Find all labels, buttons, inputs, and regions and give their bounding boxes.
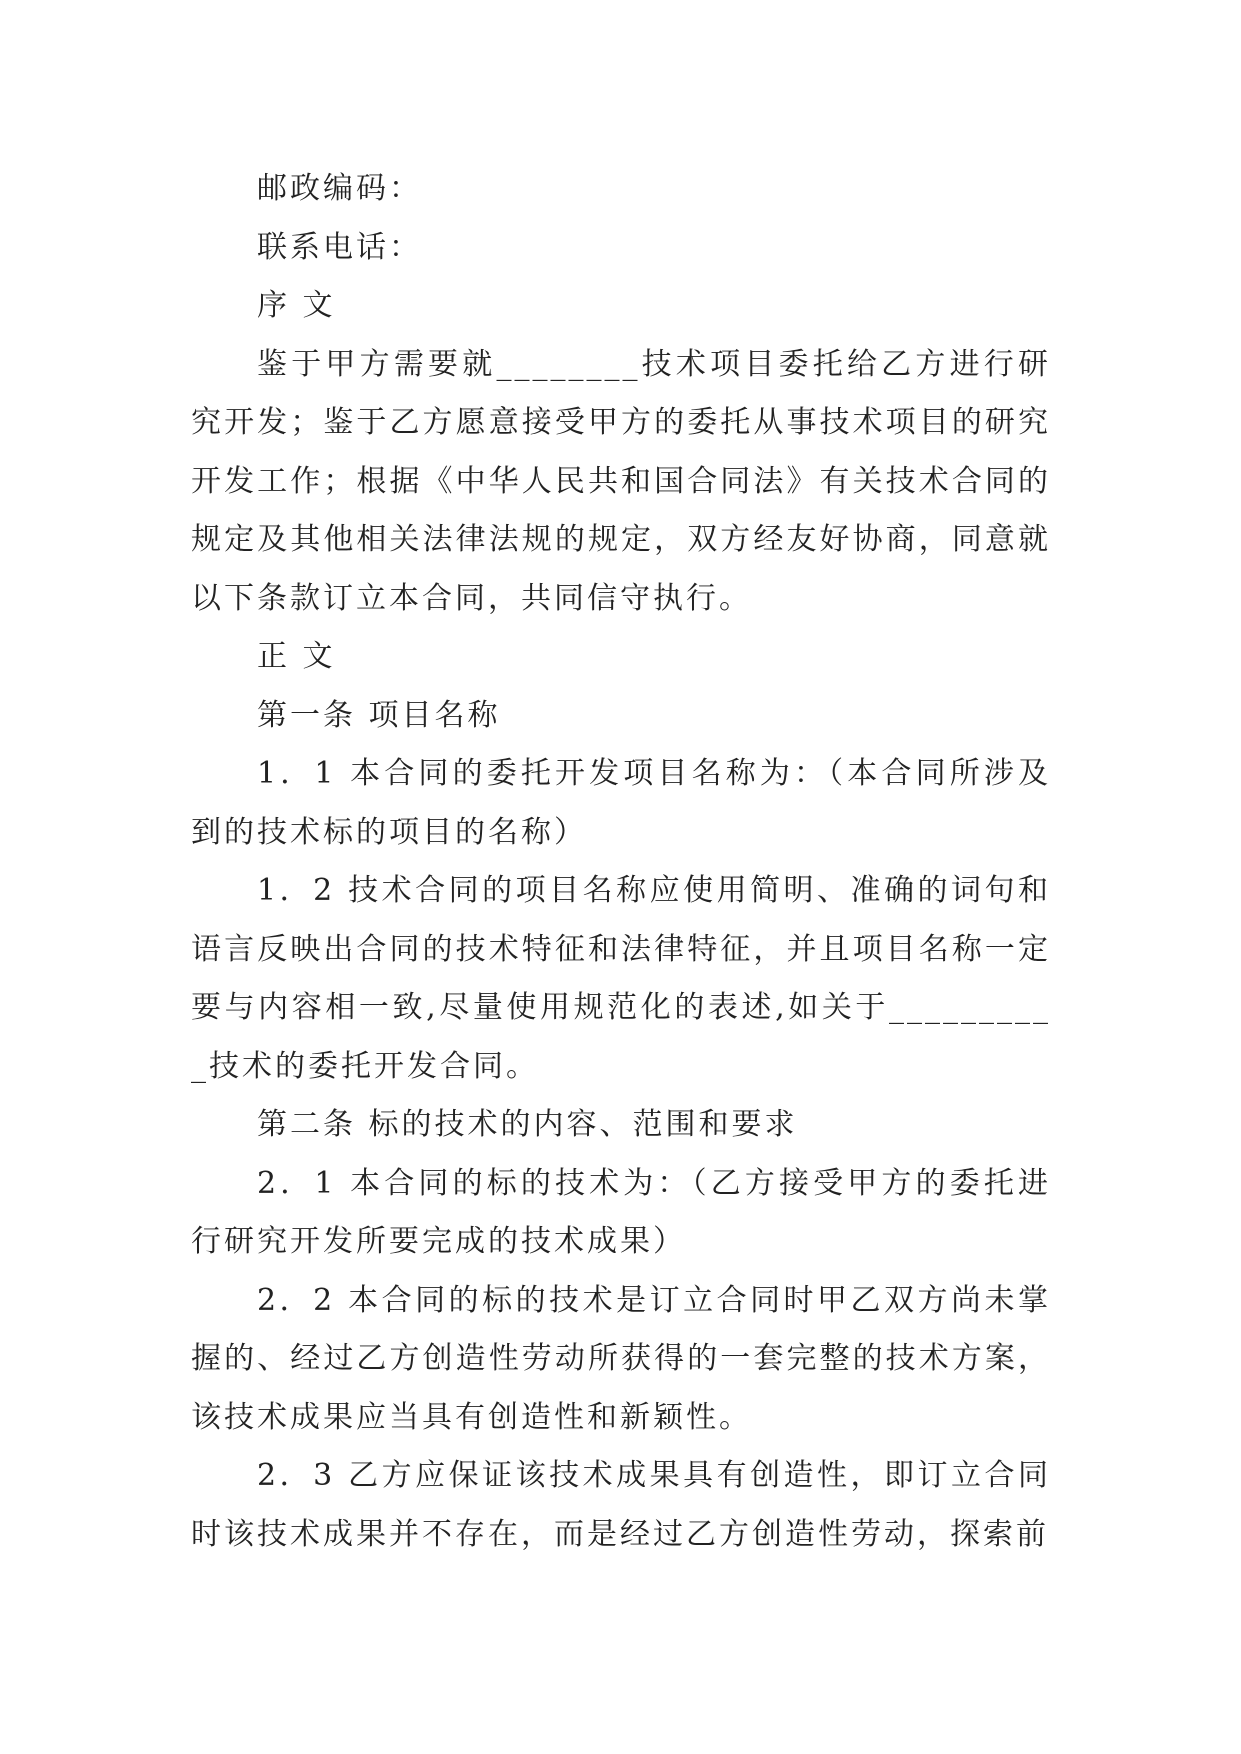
- contract-body: [191, 160, 1051, 1564]
- article-1-heading: 第一条 项目名称: [257, 697, 501, 733]
- main-text-heading: 正 文: [257, 639, 336, 674]
- clause-1-2: 1．2 技术合同的项目名称应使用简明、准确的词句和语言反映出合同的技术特征和法律特征，并且项目名称一定要与内容相一致,尽量使用规范化的表述,如关于__________技术的委托开发合同。: [191, 873, 1051, 1084]
- clause-2-2: 2．2 本合同的标的技术是订立合同时甲乙双方尚未掌握的、经过乙方创造性劳动所获得的一套完整的技术方案，该技术成果应当具有创造性和新颖性。: [191, 1282, 1051, 1435]
- phone-line: 联系电话：: [257, 229, 422, 265]
- preface-paragraph: 鉴于甲方需要就________技术项目委托给乙方进行研究开发；鉴于乙方愿意接受甲方的委托从事技术项目的研究开发工作；根据《中华人民共和国合同法》有关技术合同的规定及其他相关法律法规的规定，双方经友好协商，同意就以下条款订立本合同，共同信守执行。: [191, 346, 1051, 616]
- postal-code-line: 邮政编码：: [257, 171, 422, 206]
- preface-heading: 序 文: [257, 288, 336, 323]
- clause-2-1: 2．1 本合同的标的技术为：（乙方接受甲方的委托进行研究开发所要完成的技术成果）: [191, 1165, 1051, 1259]
- clause-2-3: 2．3 乙方应保证该技术成果具有创造性，即订立合同时该技术成果并不存在，而是经过乙方创造性劳动，探索前: [191, 1458, 1051, 1552]
- clause-1-1: 1．1 本合同的委托开发项目名称为：（本合同所涉及到的技术标的项目的名称）: [191, 756, 1051, 850]
- article-2-heading: 第二条 标的技术的内容、范围和要求: [257, 1107, 798, 1142]
